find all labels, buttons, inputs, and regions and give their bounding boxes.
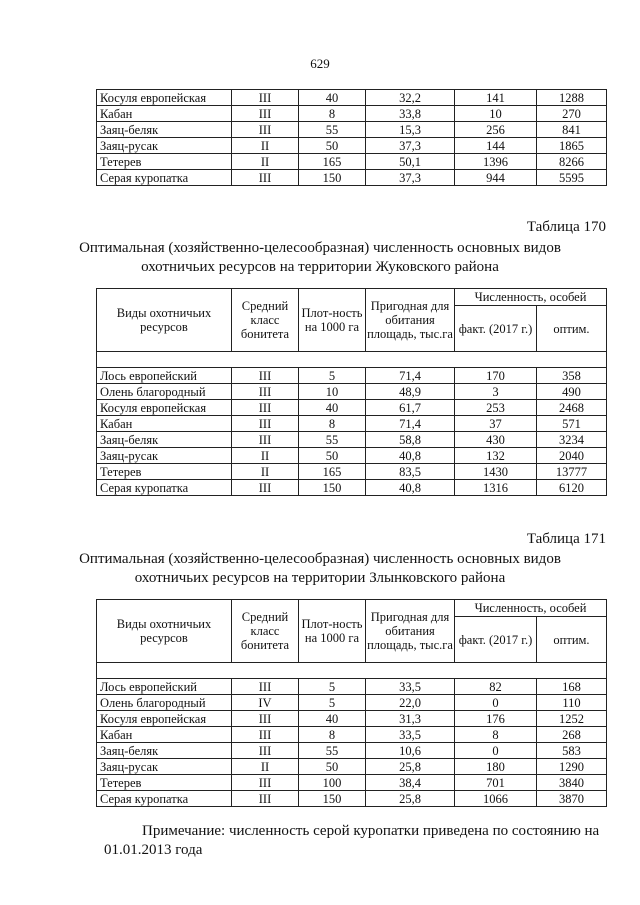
- cell-density: 150: [299, 480, 366, 496]
- table-171-title-line2: охотничьих ресурсов на территории Злынковского района: [134, 570, 506, 586]
- cell-density: 8: [299, 416, 366, 432]
- cell-density: 8: [299, 106, 366, 122]
- cell-species: Косуля европейская: [97, 90, 232, 106]
- cell-species: Косуля европейская: [97, 400, 232, 416]
- cell-area: 71,4: [366, 368, 455, 384]
- cell-optimal: 2040: [537, 448, 607, 464]
- cell-class: III: [232, 170, 299, 186]
- cell-density: 50: [299, 759, 366, 775]
- cell-optimal: 8266: [537, 154, 607, 170]
- table-row: [97, 791, 607, 807]
- cell-density: 10: [299, 384, 366, 400]
- cell-optimal: 3870: [537, 791, 607, 807]
- cell-density: 50: [299, 448, 366, 464]
- table-row: [97, 416, 607, 432]
- cell-species: Серая куропатка: [97, 791, 232, 807]
- cell-area: 37,3: [366, 170, 455, 186]
- cell-species: Кабан: [97, 106, 232, 122]
- cell-density: 100: [299, 775, 366, 791]
- cell-optimal: 13777: [537, 464, 607, 480]
- cell-class: III: [232, 384, 299, 400]
- cell-species: Олень благородный: [97, 384, 232, 400]
- header-optimal: оптим.: [537, 617, 607, 663]
- cell-fact: 10: [455, 106, 537, 122]
- footnote: Примечание: численность серой куропатки приведена по состоянию на 01.01.2013 года: [104, 823, 600, 858]
- cell-optimal: 2468: [537, 400, 607, 416]
- table-171-label: Таблица 171: [526, 531, 606, 547]
- spacer-row: [97, 663, 607, 679]
- cell-optimal: 358: [537, 368, 607, 384]
- header-fact: факт. (2017 г.): [455, 617, 537, 663]
- cell-species: Заяц-беляк: [97, 432, 232, 448]
- table-row: [97, 711, 607, 727]
- cell-species: Тетерев: [97, 464, 232, 480]
- cell-class: II: [232, 464, 299, 480]
- cell-area: 15,3: [366, 122, 455, 138]
- cell-area: 61,7: [366, 400, 455, 416]
- header-count: Численность, особей: [455, 289, 607, 306]
- cell-species: Серая куропатка: [97, 480, 232, 496]
- cell-fact: 8: [455, 727, 537, 743]
- table-row: [97, 695, 607, 711]
- cell-density: 165: [299, 464, 366, 480]
- cell-fact: 3: [455, 384, 537, 400]
- cell-fact: 253: [455, 400, 537, 416]
- cell-optimal: 3840: [537, 775, 607, 791]
- cell-fact: 1396: [455, 154, 537, 170]
- cell-density: 5: [299, 679, 366, 695]
- cell-class: III: [232, 727, 299, 743]
- header-optimal: оптим.: [537, 306, 607, 352]
- cell-density: 55: [299, 432, 366, 448]
- spacer-row: [97, 352, 607, 368]
- cell-optimal: 1252: [537, 711, 607, 727]
- cell-area: 33,8: [366, 106, 455, 122]
- table-row: [97, 448, 607, 464]
- cell-fact: 1066: [455, 791, 537, 807]
- cell-area: 33,5: [366, 727, 455, 743]
- cell-species: Олень благородный: [97, 695, 232, 711]
- cell-optimal: 841: [537, 122, 607, 138]
- cell-fact: 82: [455, 679, 537, 695]
- header-density: Плот-ность на 1000 га: [299, 289, 366, 352]
- table-171-title-line1: Оптимальная (хозяйственно-целесообразная) численность основных видов: [79, 551, 561, 567]
- table-row: [97, 480, 607, 496]
- cell-class: III: [232, 679, 299, 695]
- cell-optimal: 168: [537, 679, 607, 695]
- table-row: [97, 743, 607, 759]
- cell-class: IV: [232, 695, 299, 711]
- cell-area: 31,3: [366, 711, 455, 727]
- cell-density: 50: [299, 138, 366, 154]
- cell-density: 5: [299, 368, 366, 384]
- header-class: Средний класс бонитета: [232, 289, 299, 352]
- cell-species: Тетерев: [97, 154, 232, 170]
- table-row: [97, 679, 607, 695]
- cell-species: Лось европейский: [97, 679, 232, 695]
- cell-area: 71,4: [366, 416, 455, 432]
- cell-fact: 1430: [455, 464, 537, 480]
- table-row: [97, 464, 607, 480]
- cell-area: 25,8: [366, 759, 455, 775]
- cell-species: Заяц-беляк: [97, 122, 232, 138]
- cell-class: II: [232, 448, 299, 464]
- cell-class: III: [232, 743, 299, 759]
- cell-fact: 430: [455, 432, 537, 448]
- cell-class: III: [232, 368, 299, 384]
- cell-area: 10,6: [366, 743, 455, 759]
- cell-density: 5: [299, 695, 366, 711]
- table-170-label: Таблица 170: [526, 219, 606, 235]
- cell-optimal: 1865: [537, 138, 607, 154]
- cell-species: Серая куропатка: [97, 170, 232, 186]
- table-row: [97, 138, 607, 154]
- cell-fact: 144: [455, 138, 537, 154]
- table-row: [97, 727, 607, 743]
- cell-area: 25,8: [366, 791, 455, 807]
- cell-density: 40: [299, 711, 366, 727]
- cell-species: Заяц-русак: [97, 448, 232, 464]
- cell-class: III: [232, 90, 299, 106]
- cell-optimal: 3234: [537, 432, 607, 448]
- cell-optimal: 583: [537, 743, 607, 759]
- cell-class: III: [232, 122, 299, 138]
- table-row: [97, 154, 607, 170]
- header-class: Средний класс бонитета: [232, 600, 299, 663]
- table-row: [97, 122, 607, 138]
- cell-class: III: [232, 480, 299, 496]
- cell-density: 8: [299, 727, 366, 743]
- table-row: [97, 368, 607, 384]
- table-row: [97, 432, 607, 448]
- cell-fact: 180: [455, 759, 537, 775]
- cell-species: Кабан: [97, 416, 232, 432]
- cell-optimal: 268: [537, 727, 607, 743]
- cell-fact: 0: [455, 695, 537, 711]
- page-number: 629: [310, 56, 330, 71]
- header-species: Виды охотничьих ресурсов: [97, 600, 232, 663]
- cell-class: II: [232, 154, 299, 170]
- cell-class: III: [232, 416, 299, 432]
- cell-species: Кабан: [97, 727, 232, 743]
- cell-area: 58,8: [366, 432, 455, 448]
- table-row: [97, 384, 607, 400]
- cell-optimal: 1290: [537, 759, 607, 775]
- cell-area: 40,8: [366, 448, 455, 464]
- cell-species: Заяц-беляк: [97, 743, 232, 759]
- cell-area: 40,8: [366, 480, 455, 496]
- cell-optimal: 110: [537, 695, 607, 711]
- cell-species: Косуля европейская: [97, 711, 232, 727]
- cell-density: 150: [299, 170, 366, 186]
- cell-density: 165: [299, 154, 366, 170]
- table-row: [97, 90, 607, 106]
- cell-area: 37,3: [366, 138, 455, 154]
- cell-fact: 701: [455, 775, 537, 791]
- spacer-cell: [97, 663, 607, 679]
- cell-optimal: 6120: [537, 480, 607, 496]
- cell-fact: 170: [455, 368, 537, 384]
- cell-area: 48,9: [366, 384, 455, 400]
- cell-class: III: [232, 775, 299, 791]
- cell-area: 22,0: [366, 695, 455, 711]
- cell-density: 40: [299, 400, 366, 416]
- cell-area: 38,4: [366, 775, 455, 791]
- cell-fact: 944: [455, 170, 537, 186]
- cell-class: III: [232, 791, 299, 807]
- cell-optimal: 1288: [537, 90, 607, 106]
- cell-class: II: [232, 759, 299, 775]
- table-170-title-line2: охотничьих ресурсов на территории Жуковского района: [141, 259, 499, 275]
- cell-fact: 0: [455, 743, 537, 759]
- table-row: [97, 775, 607, 791]
- continued-table: [96, 89, 607, 186]
- cell-optimal: 490: [537, 384, 607, 400]
- cell-density: 55: [299, 743, 366, 759]
- header-area: Пригодная для обитания площадь, тыс.га: [366, 600, 455, 663]
- header-count: Численность, особей: [455, 600, 607, 617]
- cell-area: 33,5: [366, 679, 455, 695]
- cell-optimal: 571: [537, 416, 607, 432]
- table-171: [96, 599, 607, 807]
- cell-fact: 37: [455, 416, 537, 432]
- spacer-cell: [97, 352, 607, 368]
- cell-class: III: [232, 432, 299, 448]
- cell-class: III: [232, 711, 299, 727]
- cell-optimal: 5595: [537, 170, 607, 186]
- cell-fact: 132: [455, 448, 537, 464]
- header-species: Виды охотничьих ресурсов: [97, 289, 232, 352]
- cell-area: 83,5: [366, 464, 455, 480]
- cell-species: Тетерев: [97, 775, 232, 791]
- cell-area: 32,2: [366, 90, 455, 106]
- cell-area: 50,1: [366, 154, 455, 170]
- cell-optimal: 270: [537, 106, 607, 122]
- header-density: Плот-ность на 1000 га: [299, 600, 366, 663]
- cell-density: 150: [299, 791, 366, 807]
- cell-fact: 256: [455, 122, 537, 138]
- cell-fact: 1316: [455, 480, 537, 496]
- cell-density: 40: [299, 90, 366, 106]
- table-170: [96, 288, 607, 496]
- cell-class: III: [232, 106, 299, 122]
- header-fact: факт. (2017 г.): [455, 306, 537, 352]
- cell-class: III: [232, 400, 299, 416]
- header-area: Пригодная для обитания площадь, тыс.га: [366, 289, 455, 352]
- table-row: [97, 106, 607, 122]
- cell-fact: 141: [455, 90, 537, 106]
- cell-species: Заяц-русак: [97, 138, 232, 154]
- table-row: [97, 170, 607, 186]
- table-row: [97, 759, 607, 775]
- cell-class: II: [232, 138, 299, 154]
- cell-fact: 176: [455, 711, 537, 727]
- cell-species: Заяц-русак: [97, 759, 232, 775]
- cell-density: 55: [299, 122, 366, 138]
- table-170-title-line1: Оптимальная (хозяйственно-целесообразная) численность основных видов: [79, 240, 561, 256]
- cell-species: Лось европейский: [97, 368, 232, 384]
- table-row: [97, 400, 607, 416]
